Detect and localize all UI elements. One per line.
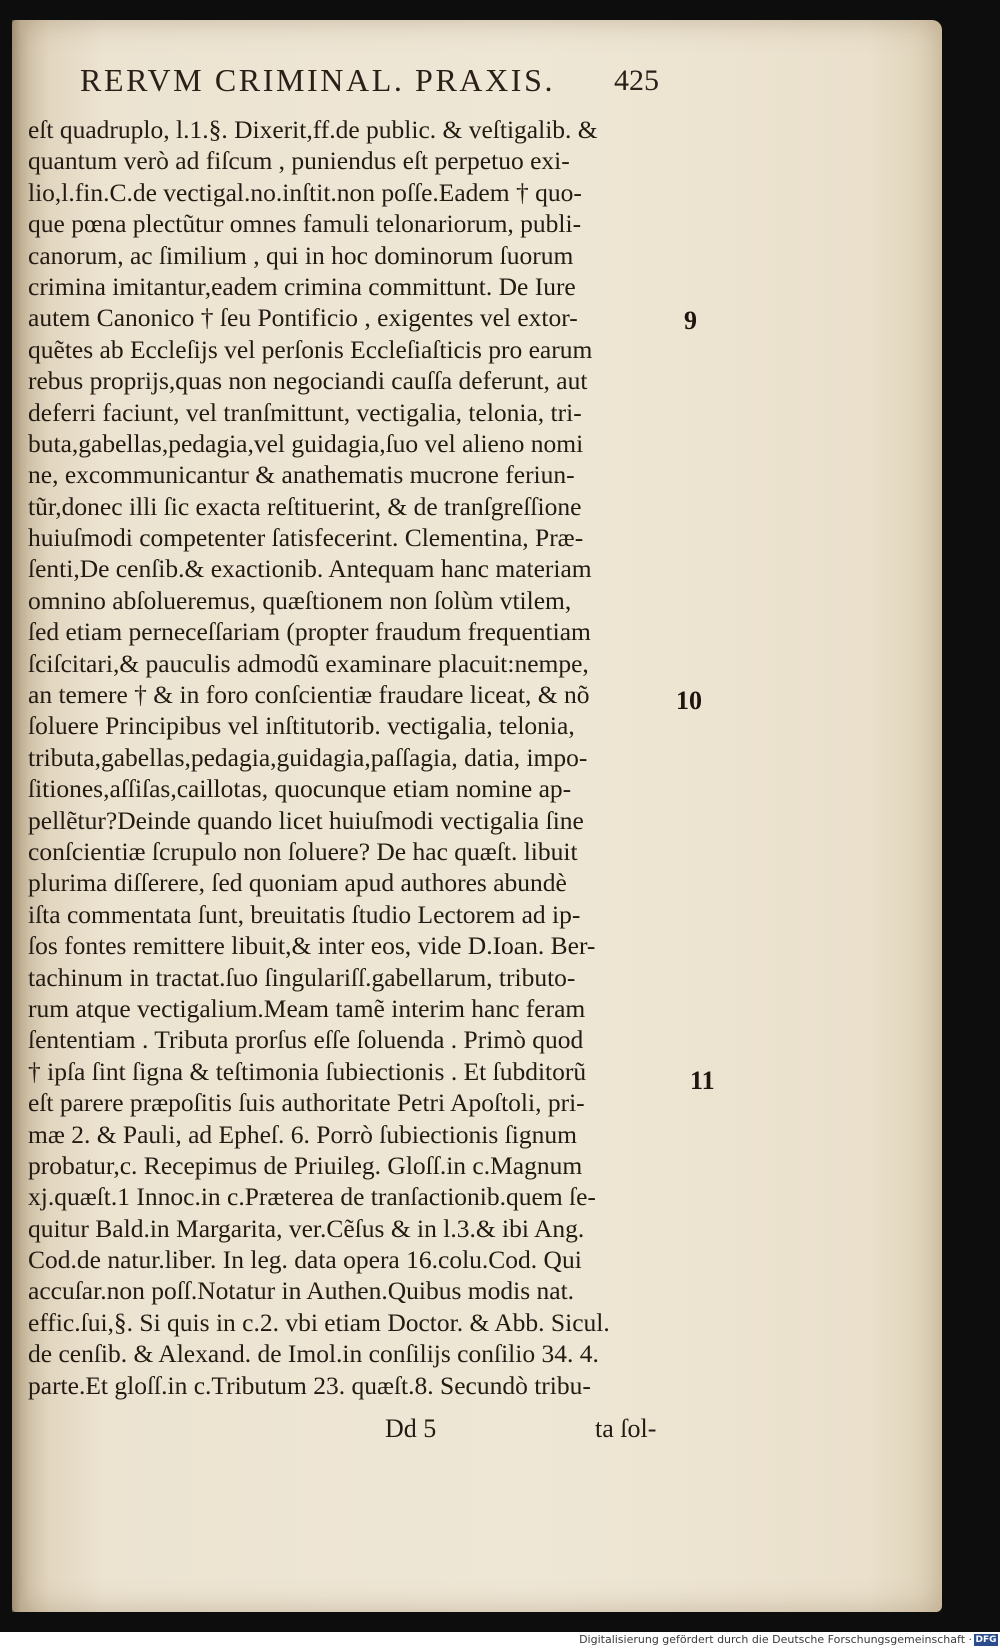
text-line: autem Canonico † ſeu Pontificio , exigentes vel extor- [28, 303, 578, 333]
text-line: rum atque vectigalium.Meam tamẽ interim hanc feram [28, 993, 586, 1023]
text-line: eſt parere præpoſitis ſuis authoritate Petri Apoſtoli, pri- [28, 1088, 585, 1118]
text-line: pellẽtur?Deinde quando licet huiuſmodi vectigalia ſine [28, 805, 584, 835]
text-line: deferri faciunt, vel tranſmittunt, vectigalia, telonia, tri- [28, 397, 582, 427]
text-line: tachinum in tractat.ſuo ſingulariſſ.gabellarum, tributo- [28, 962, 576, 992]
dfg-logo: DFG [975, 1635, 997, 1645]
text-line: quẽtes ab Eccleſijs vel perſonis Eccleſiaſticis pro earum [28, 334, 593, 364]
text-line: conſcientiæ ſcrupulo non ſoluere? De hac quæſt. libuit [28, 836, 578, 866]
page-gutter-shadow [12, 20, 28, 1612]
marginal-number: 9 [684, 306, 697, 335]
text-line: quitur Bald.in Margarita, ver.Cẽſus & in l.3.& ibi Ang. [28, 1213, 585, 1243]
text-line: Cod.de natur.liber. In leg. data opera 16.colu.Cod. Qui [28, 1245, 582, 1275]
text-line: accuſar.non poſſ.Notatur in Authen.Quibus modis nat. [28, 1276, 575, 1306]
body-text [28, 114, 688, 1401]
text-line: ſitiones,aſſiſas,caillotas, quocunque etiam nomine ap- [28, 774, 572, 804]
text-line: canorum, ac ſimilium , qui in hoc dominorum ſuorum [28, 240, 574, 270]
text-line: buta,gabellas,pedagia,vel guidagia,ſuo vel alieno nomi [28, 428, 584, 458]
running-head: RERVM CRIMINAL. PRAXIS. [80, 62, 556, 98]
signature-mark: Dd 5 [385, 1414, 437, 1443]
text-line: effic.ſui,§. Si quis in c.2. vbi etiam Doctor. & Abb. Sicul. [28, 1307, 610, 1337]
text-line: huiuſmodi competenter ſatisfecerint. Clementina, Præ- [28, 523, 584, 553]
text-line: an temere † & in foro conſcientiæ fraudare liceat, & nõ [28, 680, 590, 710]
text-line: omnino abſolueremus, quæſtionem non ſolùm vtilem, [28, 585, 572, 615]
text-line: xj.quæſt.1 Innoc.in c.Præterea de tranſactionib.quem ſe- [28, 1182, 596, 1212]
text-line: de cenſib. & Alexand. de Imol.in conſilijs conſilio 34. 4. [28, 1339, 599, 1369]
text-line: iſta commentata ſunt, breuitatis ſtudio Lectorem ad ip- [28, 899, 581, 929]
text-line: ſenti,De cenſib.& exactionib. Antequam hanc materiam [28, 554, 592, 584]
page-number: 425 [614, 64, 659, 97]
text-line: lio,l.fin.C.de vectigal.no.inſtit.non poſſe.Eadem † quo- [28, 177, 582, 207]
text-line: probatur,c. Recepimus de Priuileg. Gloſſ.in c.Magnum [28, 1150, 583, 1180]
text-line: ne, excommunicantur & anathematis mucrone feriun- [28, 460, 575, 490]
text-line: rebus proprijs,quas non negociandi cauſſa deferunt, aut [28, 366, 588, 396]
marginal-number: 11 [690, 1066, 715, 1095]
text-line: † ipſa ſint ſigna & teſtimonia ſubiectionis . Et ſubditorũ [28, 1056, 587, 1086]
marginal-number: 10 [676, 686, 702, 715]
text-line: parte.Et gloſſ.in c.Tributum 23. quæſt.8. Secundò tribu- [28, 1370, 591, 1400]
text-line: ſed etiam perneceſſariam (propter fraudum frequentiam [28, 617, 591, 647]
text-line: ſententiam . Tributa prorſus eſſe ſoluenda . Primò quod [28, 1025, 584, 1055]
catchword: ta ſol- [595, 1414, 657, 1443]
text-line: ſoluere Principibus vel inſtitutorib. vectigalia, telonia, [28, 711, 575, 741]
text-line: plurima diſſerere, ſed quoniam apud authores abundè [28, 868, 567, 898]
text-line: ſos fontes remittere libuit,& inter eos, vide D.Ioan. Ber- [28, 931, 596, 961]
text-line: mæ 2. & Pauli, ad Epheſ. 6. Porrò ſubiectionis ſignum [28, 1119, 577, 1149]
text-line: tributa,gabellas,pedagia,guidagia,paſſagia, datia, impo- [28, 742, 588, 772]
text-line: que pœna plectũtur omnes famuli telonariorum, publi- [28, 209, 582, 239]
text-line: tũr,donec illi ſic exacta reſtituerint, & de tranſgreſſione [28, 491, 582, 521]
digitization-credit: Digitalisierung gefördert durch die Deutsche Forschungsgemeinschaft · [579, 1633, 972, 1646]
text-line: ſciſcitari,& pauculis admodũ examinare placuit:nempe, [28, 648, 589, 678]
text-line: eſt quadruplo, l.1.§. Dixerit,ff.de public. & veſtigalib. & [28, 115, 598, 144]
text-line: quantum verò ad fiſcum , puniendus eſt perpetuo exi- [28, 146, 570, 176]
text-line: crimina imitantur,eadem crimina committunt. De Iure [28, 271, 576, 301]
